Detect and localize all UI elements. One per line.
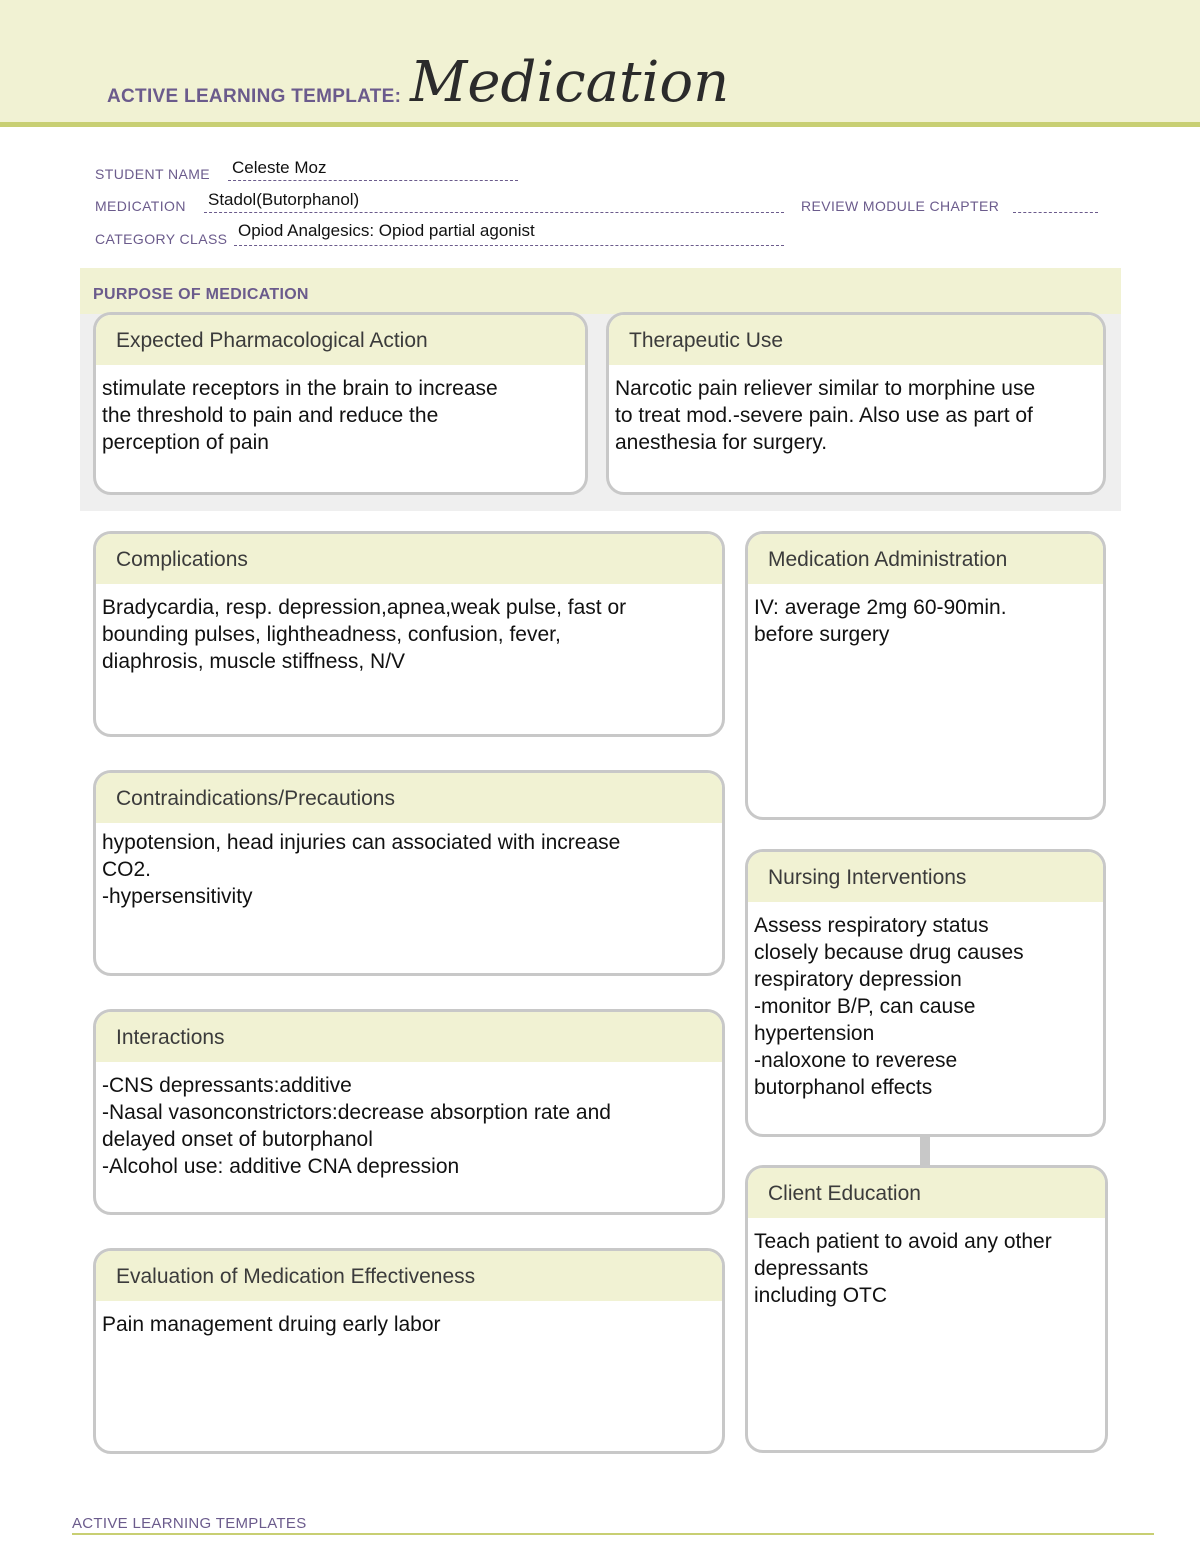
category-class-label: CATEGORY CLASS bbox=[95, 231, 228, 247]
purpose-title: PURPOSE OF MEDICATION bbox=[93, 286, 309, 303]
student-name-label: STUDENT NAME bbox=[95, 166, 210, 182]
interactions-text[interactable]: -CNS depressants:additive -Nasal vasonconstrictors:decrease absorption rate and delayed onset of butorphanol -Alcohol use: additive CNA depression bbox=[102, 1074, 611, 1178]
medication-label: MEDICATION bbox=[95, 198, 186, 214]
nursing-card bbox=[745, 849, 1106, 1137]
interactions-card bbox=[93, 1009, 725, 1215]
therapeutic-use-heading: Therapeutic Use bbox=[609, 315, 1103, 365]
category-class-field[interactable]: Opiod Analgesics: Opiod partial agonist bbox=[238, 221, 535, 240]
complications-card bbox=[93, 531, 725, 737]
administration-text[interactable]: IV: average 2mg 60-90min. before surgery bbox=[754, 596, 1007, 646]
review-module-label: REVIEW MODULE CHAPTER bbox=[801, 198, 1000, 214]
therapeutic-use-card bbox=[606, 312, 1106, 495]
expected-action-text[interactable]: stimulate receptors in the brain to increase the threshold to pain and reduce the perception of pain bbox=[102, 377, 498, 454]
nursing-heading: Nursing Interventions bbox=[748, 852, 1103, 902]
evaluation-heading: Evaluation of Medication Effectiveness bbox=[96, 1251, 722, 1301]
student-name-line bbox=[228, 180, 518, 181]
education-card bbox=[745, 1165, 1108, 1453]
nursing-text[interactable]: Assess respiratory status closely because drug causes respiratory depression -monitor B/P, can cause hypertension -naloxone to reverese butorphanol effects bbox=[754, 914, 1024, 1099]
template-label: ACTIVE LEARNING TEMPLATE: bbox=[107, 86, 402, 107]
card-connector bbox=[920, 1135, 930, 1167]
contraindications-text[interactable]: hypotension, head injuries can associated with increase CO2. -hypersensitivity bbox=[102, 831, 621, 908]
complications-heading: Complications bbox=[96, 534, 722, 584]
page-title: Medication bbox=[410, 50, 730, 115]
medication-line bbox=[204, 212, 784, 213]
evaluation-card bbox=[93, 1248, 725, 1454]
contraindications-card bbox=[93, 770, 725, 976]
education-text[interactable]: Teach patient to avoid any other depressants including OTC bbox=[754, 1230, 1052, 1307]
footer-label: ACTIVE LEARNING TEMPLATES bbox=[72, 1515, 307, 1532]
header-rule bbox=[0, 122, 1200, 127]
therapeutic-use-text[interactable]: Narcotic pain reliever similar to morphine use to treat mod.-severe pain. Also use as part of anesthesia for surgery. bbox=[615, 377, 1036, 454]
expected-action-heading: Expected Pharmacological Action bbox=[96, 315, 585, 365]
student-name-field[interactable]: Celeste Moz bbox=[232, 158, 327, 177]
contraindications-heading: Contraindications/Precautions bbox=[96, 773, 722, 823]
category-class-line bbox=[234, 245, 784, 246]
interactions-heading: Interactions bbox=[96, 1012, 722, 1062]
administration-heading: Medication Administration bbox=[748, 534, 1103, 584]
administration-card bbox=[745, 531, 1106, 820]
medication-field[interactable]: Stadol(Butorphanol) bbox=[208, 190, 360, 209]
review-module-line bbox=[1013, 212, 1098, 213]
evaluation-text[interactable]: Pain management druing early labor bbox=[102, 1313, 441, 1336]
education-heading: Client Education bbox=[748, 1168, 1105, 1218]
footer-rule bbox=[72, 1533, 1154, 1535]
complications-text[interactable]: Bradycardia, resp. depression,apnea,weak pulse, fast or bounding pulses, lightheadness, confusion, fever, diaphrosis, muscle stiffness, N/V bbox=[102, 596, 627, 673]
expected-action-card bbox=[93, 312, 588, 495]
